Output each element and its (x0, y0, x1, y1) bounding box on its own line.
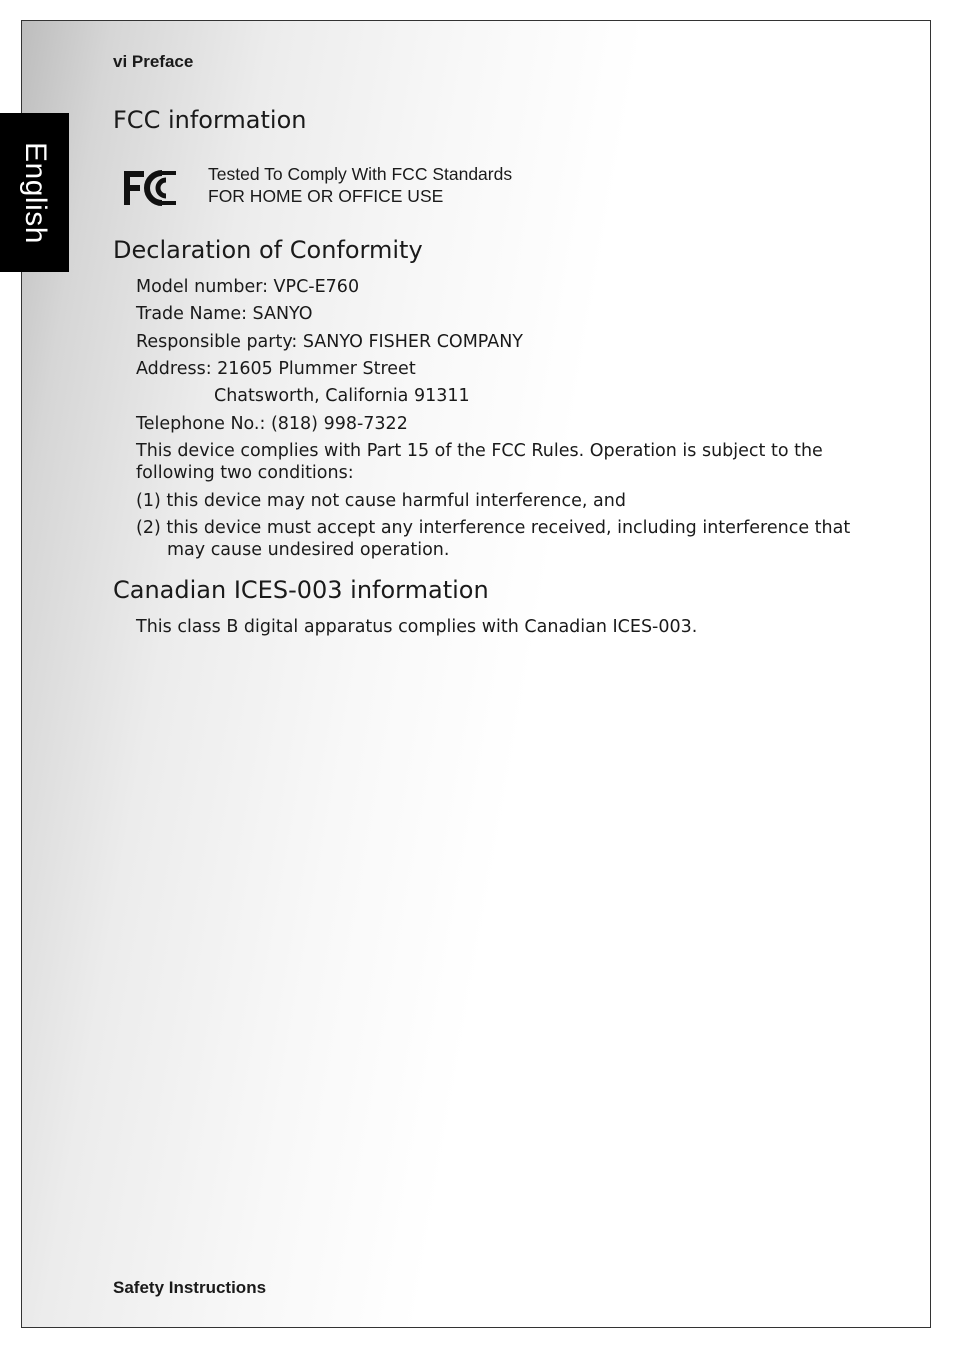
condition-2-line-1: (2) this device must accept any interference received, including interference that (136, 518, 851, 538)
trade-name: Trade Name: SANYO (136, 304, 313, 324)
page-header: vi Preface (113, 52, 194, 71)
fcc-logo-text: FC (122, 168, 124, 169)
model-number: Model number: VPC-E760 (136, 277, 360, 297)
fcc-tested-line: Tested To Comply With FCC Standards (208, 164, 513, 184)
compliance-line-1: This device complies with Part 15 of the FCC Rules. Operation is subject to the (136, 441, 823, 461)
fcc-heading: FCC information (113, 106, 307, 134)
language-tab-label: English (18, 141, 52, 244)
address-line-2: Chatsworth, California 91311 (214, 386, 470, 406)
condition-2-line-2: may cause undesired operation. (167, 540, 450, 560)
language-tab (0, 113, 69, 272)
fcc-use-line: FOR HOME OR OFFICE USE (208, 186, 444, 206)
telephone: Telephone No.: (818) 998-7322 (136, 414, 408, 434)
fcc-logo-icon (122, 168, 178, 208)
declaration-heading: Declaration of Conformity (113, 236, 423, 264)
compliance-line-2: following two conditions: (136, 463, 354, 483)
page-frame (21, 20, 931, 1328)
canadian-statement: This class B digital apparatus complies with Canadian ICES-003. (136, 617, 698, 637)
responsible-party: Responsible party: SANYO FISHER COMPANY (136, 332, 523, 352)
page-gradient (22, 21, 930, 1327)
canadian-heading: Canadian ICES-003 information (113, 576, 489, 604)
address-line-1: Address: 21605 Plummer Street (136, 359, 416, 379)
condition-1: (1) this device may not cause harmful interference, and (136, 491, 626, 511)
page-footer: Safety Instructions (113, 1278, 267, 1297)
